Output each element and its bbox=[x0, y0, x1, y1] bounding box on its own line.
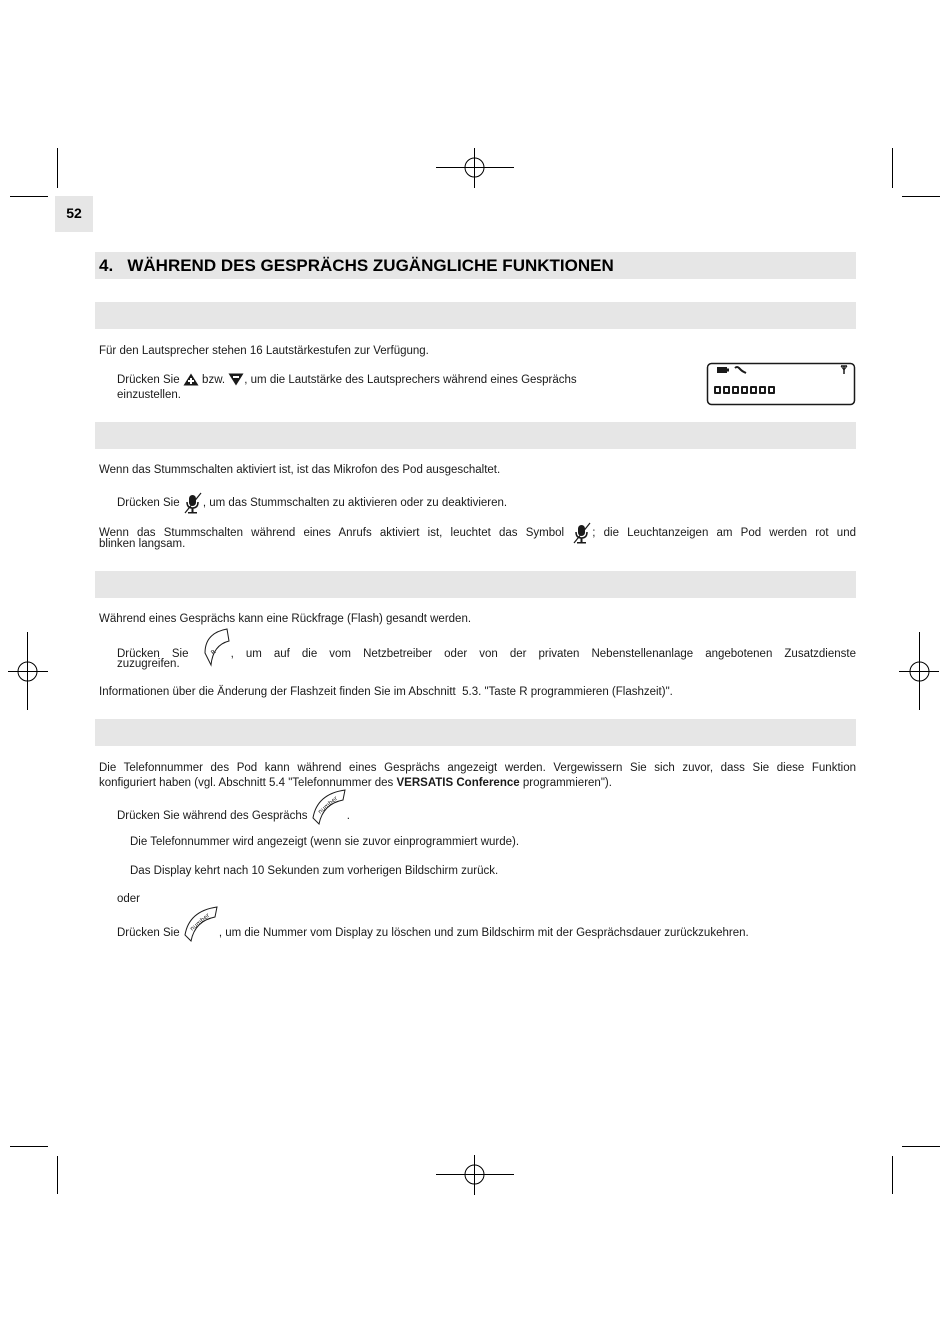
volume-up-icon bbox=[183, 373, 199, 386]
svg-text:number: number bbox=[188, 912, 212, 933]
section-band-flash bbox=[95, 571, 856, 598]
mute-intro: Wenn das Stummschalten aktiviert ist, ist das Mikrofon des Pod ausgeschaltet. bbox=[99, 464, 501, 476]
svg-text:R: R bbox=[209, 648, 218, 657]
mute-microphone-icon bbox=[183, 492, 203, 514]
number-or: oder bbox=[117, 893, 141, 905]
registration-mark-top bbox=[436, 148, 514, 188]
page-number: 52 bbox=[66, 205, 82, 221]
number-result-2: Das Display kehrt nach 10 Sekunden zum vorherigen Bildschirm zurück. bbox=[130, 865, 499, 877]
number-intro-cont: konfiguriert haben (vgl. Abschnitt 5.4 "Telefonnummer des VERSATIS Conference programmieren"). bbox=[99, 777, 612, 789]
flash-info: Informationen über die Änderung der Flashzeit finden Sie im Abschnitt 5.3. "Taste R programmieren (Flashzeit)". bbox=[99, 686, 673, 698]
mute-note: Wenn das Stummschalten während eines Anrufs aktiviert ist, leuchtet das Symbol ; die Leuchtanzeigen am Pod werden rot und bbox=[99, 522, 856, 544]
number-result-1: Die Telefonnummer wird angezeigt (wenn sie zuvor einprogrammiert wurde). bbox=[130, 836, 520, 848]
section-band-number bbox=[95, 719, 856, 746]
flash-step: Drücken Sie R , um auf die vom Netzbetreiber oder von der privaten Nebenstellenanlage angebotenen Zusatzdienste bbox=[117, 641, 856, 667]
volume-step: Drücken Sie bzw. , um die Lautstärke des Lautsprechers während eines Gesprächs bbox=[117, 374, 577, 386]
registration-mark-left bbox=[8, 632, 48, 710]
number-key-icon-2 bbox=[183, 905, 219, 943]
number-step-1: Drücken Sie während des Gesprächs number . bbox=[117, 806, 350, 826]
volume-down-icon bbox=[228, 373, 244, 386]
registration-mark-bottom bbox=[436, 1155, 514, 1195]
flash-step-cont: zuzugreifen. bbox=[117, 658, 180, 670]
number-key-icon bbox=[311, 788, 347, 826]
number-step-2: Drücken Sie number , um die Nummer vom Display zu löschen und zum Bildschirm mit der Gesprächsdauer zurückzukehren. bbox=[117, 923, 749, 943]
volume-intro: Für den Lautsprecher stehen 16 Lautstärkestufen zur Verfügung. bbox=[99, 345, 429, 357]
page-number-tab bbox=[55, 196, 93, 232]
volume-step-cont: einzustellen. bbox=[117, 389, 181, 401]
number-intro: Die Telefonnummer des Pod kann während eines Gesprächs angezeigt werden. Vergewissern Sie sich zuvor, dass Sie diese Funktion bbox=[99, 762, 856, 774]
flash-r-key-icon bbox=[201, 627, 231, 667]
product-name: VERSATIS Conference bbox=[396, 777, 520, 789]
chapter-title: 4. WÄHREND DES GESPRÄCHS ZUGÄNGLICHE FUNKTIONEN bbox=[99, 256, 614, 275]
section-band-volume bbox=[95, 302, 856, 329]
section-band-mute bbox=[95, 422, 856, 449]
mute-symbol-icon bbox=[572, 522, 592, 544]
registration-mark-right bbox=[899, 632, 939, 710]
chapter-heading-band bbox=[95, 252, 856, 279]
mute-step: Drücken Sie , um das Stummschalten zu aktivieren oder zu deaktivieren. bbox=[117, 492, 507, 514]
lcd-display-illustration bbox=[706, 362, 856, 406]
flash-intro: Während eines Gesprächs kann eine Rückfrage (Flash) gesandt werden. bbox=[99, 613, 472, 625]
svg-text:number: number bbox=[316, 795, 339, 816]
mute-note-cont: blinken langsam. bbox=[99, 538, 186, 550]
